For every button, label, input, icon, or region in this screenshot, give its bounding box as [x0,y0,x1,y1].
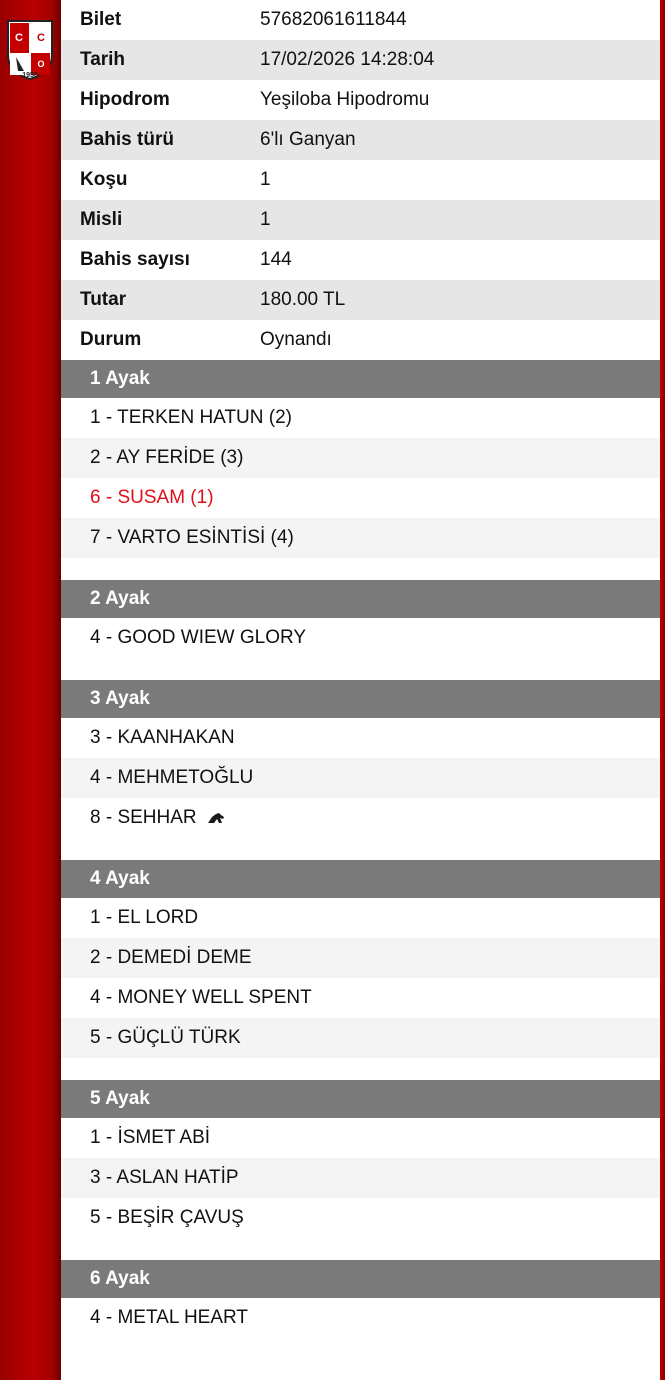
leg-spacer [61,558,660,580]
horse-row [61,618,660,658]
club-logo[interactable] [6,19,54,81]
info-value: 57682061611844 [260,9,407,30]
info-row [61,240,660,280]
legs-list [61,360,660,1360]
info-value: Yeşiloba Hipodromu [260,89,430,110]
leg-header: 4 Ayak [61,860,660,898]
horse-name: 4 - GOOD WIEW GLORY [90,627,307,648]
horse-name: 7 - VARTO ESİNTİSİ (4) [90,527,294,548]
horse-name: 4 - METAL HEART [90,1307,249,1328]
horse-name: 6 - SUSAM (1) [90,487,214,508]
info-row [61,200,660,240]
right-edge [660,0,665,1380]
info-label: Koşu [80,169,128,190]
horse-row [61,438,660,478]
horse-row [61,1298,660,1338]
horse-row [61,1018,660,1058]
info-label: Tarih [80,49,126,70]
leg-spacer [61,1058,660,1080]
horse-row [61,798,660,838]
info-value: 1 [260,209,271,230]
leg-header: 6 Ayak [61,1260,660,1298]
info-value: 6'lı Ganyan [260,129,356,150]
horse-name: 2 - DEMEDİ DEME [90,947,252,968]
info-row [61,320,660,360]
horse-name: 2 - AY FERİDE (3) [90,447,244,468]
info-value: 17/02/2026 14:28:04 [260,49,435,70]
info-row [61,40,660,80]
horse-name: 3 - ASLAN HATİP [90,1167,239,1188]
info-row [61,80,660,120]
info-label: Bahis sayısı [80,249,190,270]
ticket-info-table [61,0,660,360]
horse-row [61,718,660,758]
info-value: 144 [260,249,292,270]
info-label: Misli [80,209,123,230]
info-value: Oynandı [260,329,332,350]
leg-header: 3 Ayak [61,680,660,718]
info-label: Bilet [80,9,122,30]
sidebar [0,0,61,1380]
horse-row [61,938,660,978]
horse-name: 1 - EL LORD [90,907,199,928]
horse-row [61,1158,660,1198]
logo-year: 1950 [22,72,38,79]
svg-text:C: C [15,32,23,44]
horse-row [61,1118,660,1158]
horse-name: 3 - KAANHAKAN [90,727,235,748]
horse-name: 1 - İSMET ABİ [90,1127,211,1148]
ticket-detail [61,0,660,1380]
horse-row [61,518,660,558]
info-label: Bahis türü [80,129,174,150]
info-row [61,160,660,200]
svg-text:C: C [37,32,45,44]
horse-row [61,1198,660,1238]
horse-row [61,758,660,798]
leg-spacer [61,1238,660,1260]
info-value: 1 [260,169,271,190]
horse-name: 5 - BEŞİR ÇAVUŞ [90,1207,244,1228]
horse-name: 5 - GÜÇLÜ TÜRK [90,1027,241,1048]
leg-spacer [61,1338,660,1360]
info-row [61,280,660,320]
info-row [61,0,660,40]
horse-name: 4 - MEHMETOĞLU [90,767,254,788]
leg-spacer [61,838,660,860]
horse-name: 8 - SEHHAR [90,807,197,828]
leg-header: 2 Ayak [61,580,660,618]
horse-icon [207,812,225,824]
leg-header: 5 Ayak [61,1080,660,1118]
info-label: Durum [80,329,142,350]
leg-spacer [61,658,660,680]
horse-name: 4 - MONEY WELL SPENT [90,987,312,1008]
info-label: Tutar [80,289,127,310]
horse-row [61,398,660,438]
horse-row [61,898,660,938]
horse-row [61,978,660,1018]
info-row [61,120,660,160]
info-label: Hipodrom [80,89,170,110]
svg-text:O: O [37,59,45,69]
horse-name: 1 - TERKEN HATUN (2) [90,407,292,428]
horse-row [61,478,660,518]
leg-header: 1 Ayak [61,360,660,398]
info-value: 180.00 TL [260,289,346,310]
